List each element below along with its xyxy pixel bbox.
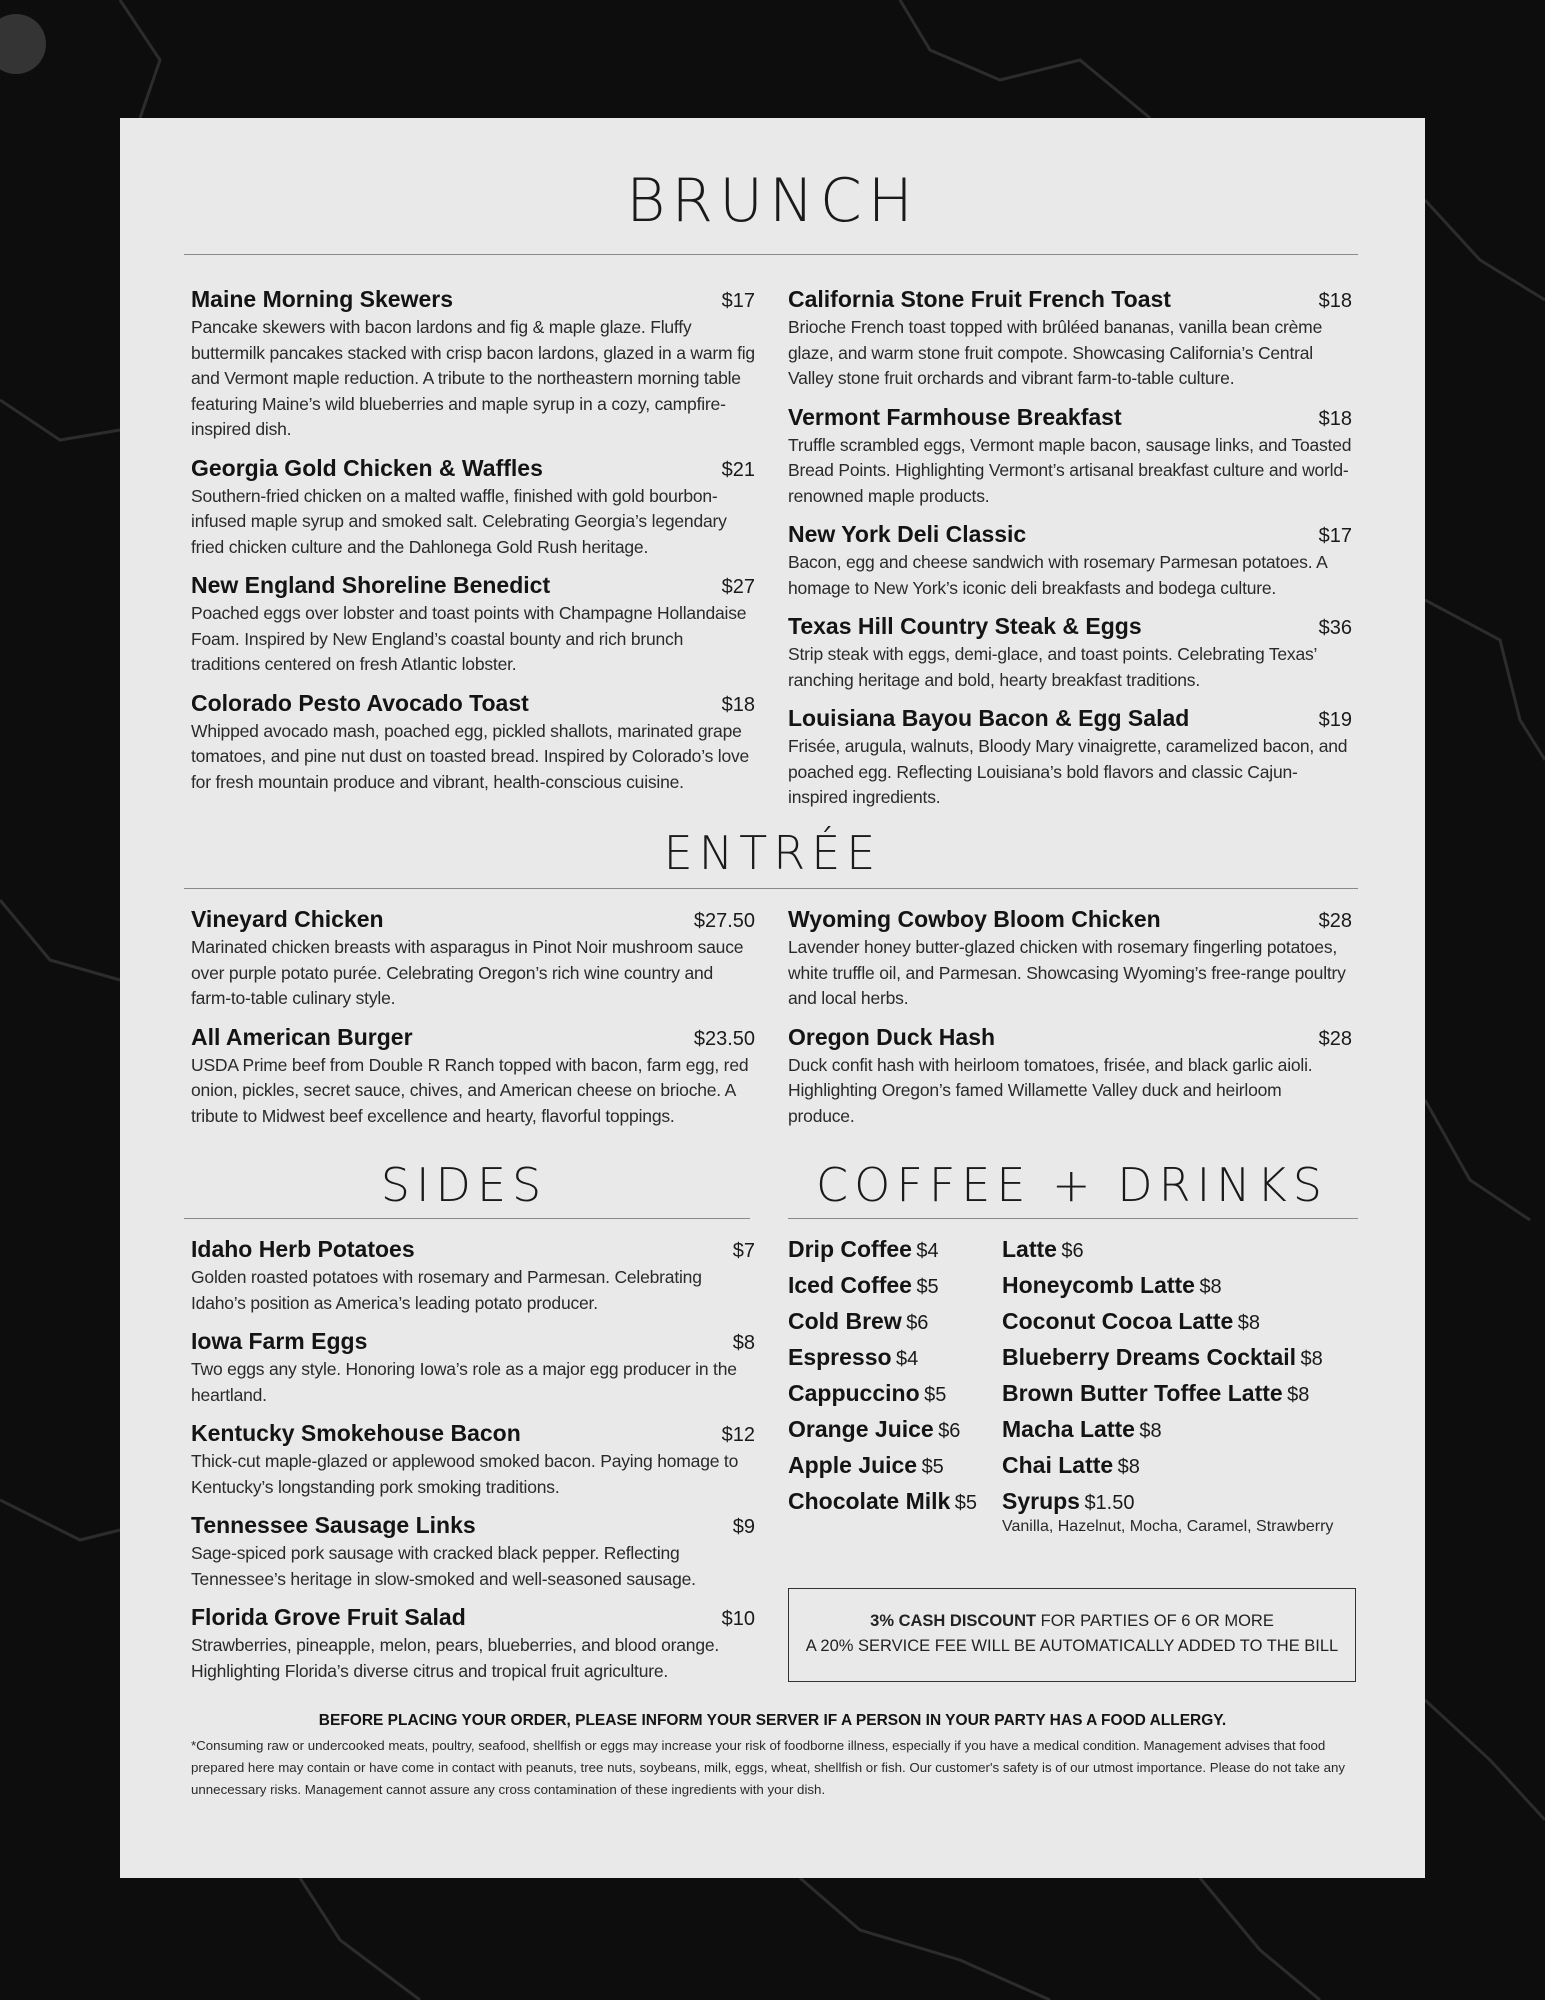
drink-item	[788, 1236, 998, 1263]
item-name: Idaho Herb Potatoes	[191, 1236, 415, 1262]
drinks-rule	[788, 1218, 1358, 1219]
drink-name: Iced Coffee	[788, 1272, 912, 1298]
item-price: $36	[1318, 617, 1352, 639]
drink-name: Espresso	[788, 1344, 892, 1370]
drink-price: $8	[1199, 1276, 1222, 1298]
drink-item	[788, 1272, 998, 1299]
item-price: $10	[721, 1608, 755, 1630]
drink-price: $4	[916, 1240, 939, 1262]
sides-title: SIDES	[380, 1158, 548, 1212]
menu-item	[191, 1236, 755, 1316]
item-price: $19	[1318, 709, 1352, 731]
sides-column	[191, 1236, 755, 1696]
drink-name: Brown Butter Toffee Latte	[1002, 1380, 1283, 1406]
drink-price: $5	[954, 1492, 978, 1514]
drinks-right-column	[1002, 1236, 1358, 1536]
sides-rule	[184, 1218, 750, 1219]
item-description: Golden roasted potatoes with rosemary and Parmesan. Celebrating Idaho’s position as America’s leading potato producer.	[191, 1267, 702, 1313]
menu-item	[788, 286, 1352, 392]
item-description: Duck confit hash with heirloom tomatoes, frisée, and black garlic aioli. Highlighting Oregon’s famed Willamette Valley duck and heirloom produce.	[788, 1054, 1313, 1126]
item-price: $27	[721, 576, 755, 598]
item-price: $7	[732, 1240, 755, 1262]
item-name: Vineyard Chicken	[191, 906, 384, 932]
drink-price: $8	[1237, 1312, 1260, 1334]
menu-item	[191, 572, 755, 678]
drink-name: Apple Juice	[788, 1452, 918, 1478]
drink-name: Coconut Cocoa Latte	[1002, 1308, 1234, 1334]
item-description: Strawberries, pineapple, melon, pears, blueberries, and blood orange. Highlighting Florida’s diverse citrus and tropical fruit agriculture.	[191, 1635, 720, 1681]
menu-item	[191, 1512, 755, 1592]
item-price: $9	[732, 1516, 755, 1538]
drink-item	[788, 1308, 998, 1335]
item-price: $28	[1318, 910, 1352, 932]
item-description: Truffle scrambled eggs, Vermont maple bacon, sausage links, and Toasted Bread Points. Highlighting Vermont’s artisanal breakfast culture and world-renowned maple products.	[788, 434, 1352, 506]
drink-price: $8	[1117, 1456, 1140, 1478]
item-price: $28	[1318, 1027, 1352, 1050]
menu-item	[191, 1024, 755, 1130]
menu-item	[191, 906, 755, 1012]
item-description: Frisée, arugula, walnuts, Bloody Mary vinaigrette, caramelized bacon, and poached egg. Reflecting Louisiana’s bold flavors and classic Cajun-inspired ingredients.	[788, 736, 1348, 807]
drink-item	[1002, 1308, 1358, 1335]
item-price: $18	[1318, 407, 1352, 430]
brunch-title: BRUNCH	[626, 166, 919, 236]
drink-item	[788, 1488, 998, 1515]
drink-price: $6	[938, 1420, 961, 1442]
menu-card	[120, 118, 1425, 1878]
item-price: $21	[721, 458, 755, 481]
drink-item	[788, 1452, 998, 1479]
item-description: Thick-cut maple-glazed or applewood smoked bacon. Paying homage to Kentucky’s longstanding pork smoking traditions.	[191, 1451, 739, 1497]
item-name: Texas Hill Country Steak & Eggs	[788, 613, 1142, 639]
drink-price: $8	[1139, 1420, 1162, 1442]
item-price: $27.50	[693, 910, 755, 932]
menu-item	[191, 286, 755, 443]
cash-discount-bold: 3% CASH DISCOUNT	[870, 1612, 1037, 1630]
menu-item	[191, 1604, 755, 1684]
item-price: $8	[732, 1332, 755, 1354]
drink-item	[1002, 1452, 1358, 1479]
syrup-flavors: Vanilla, Hazelnut, Mocha, Caramel, Strawberry	[1002, 1518, 1334, 1535]
allergy-heading: BEFORE PLACING YOUR ORDER, PLEASE INFORM YOUR SERVER IF A PERSON IN YOUR PARTY HAS A FOOD ALLERGY.	[318, 1712, 1227, 1729]
brunch-rule	[184, 254, 1358, 255]
drink-price: $1.50	[1084, 1492, 1135, 1514]
item-price: $12	[721, 1424, 755, 1446]
item-name: Iowa Farm Eggs	[191, 1328, 368, 1354]
drink-price: $5	[921, 1456, 944, 1478]
entree-right-column	[788, 906, 1352, 1141]
drink-item	[788, 1380, 998, 1407]
entree-left-column	[191, 906, 755, 1141]
drink-price: $8	[1287, 1384, 1310, 1406]
drink-item	[1002, 1488, 1358, 1515]
item-name: Kentucky Smokehouse Bacon	[191, 1420, 521, 1446]
menu-item	[788, 404, 1352, 510]
item-name: Vermont Farmhouse Breakfast	[788, 403, 1122, 430]
entree-title: ENTRÉE	[663, 826, 882, 880]
drink-price: $6	[906, 1312, 929, 1334]
item-description: USDA Prime beef from Double R Ranch topped with bacon, farm egg, red onion, pickles, secret sauce, chives, and American cheese on brioche. A tribute to Midwest beef excellence and hearty, flavorful toppings.	[191, 1054, 749, 1126]
cash-discount-line	[789, 1609, 1355, 1634]
item-name: New York Deli Classic	[788, 521, 1027, 547]
drink-name: Blueberry Dreams Cocktail	[1002, 1344, 1297, 1370]
drinks-left-column	[788, 1236, 998, 1524]
item-name: Louisiana Bayou Bacon & Egg Salad	[788, 705, 1190, 731]
item-name: Wyoming Cowboy Bloom Chicken	[788, 906, 1161, 932]
item-name: Maine Morning Skewers	[191, 286, 454, 312]
drink-name: Drip Coffee	[788, 1236, 912, 1262]
item-description: Two eggs any style. Honoring Iowa’s role as a major egg producer in the heartland.	[191, 1359, 737, 1405]
drinks-title: COFFEE + DRINKS	[816, 1158, 1328, 1212]
item-price: $18	[1318, 290, 1352, 312]
brunch-left-column	[191, 286, 755, 807]
item-name: All American Burger	[191, 1023, 413, 1050]
item-name: Oregon Duck Hash	[788, 1023, 996, 1050]
item-description: Whipped avocado mash, poached egg, pickled shallots, marinated grape tomatoes, and pine nut dust on toasted bread. Inspired by Colorado’s love for fresh mountain produce and vibrant, health-conscious cuisine.	[191, 720, 750, 792]
item-description: Sage-spiced pork sausage with cracked black pepper. Reflecting Tennessee’s heritage in slow-smoked and well-seasoned sausage.	[191, 1543, 696, 1589]
drink-item	[1002, 1236, 1358, 1263]
item-description: Lavender honey butter-glazed chicken with rosemary fingerling potatoes, white truffle oil, and Parmesan. Showcasing Wyoming’s free-range poultry and local herbs.	[788, 937, 1346, 1008]
item-description: Marinated chicken breasts with asparagus in Pinot Noir mushroom sauce over purple potato purée. Celebrating Oregon’s rich wine country and farm-to-table culinary style.	[191, 937, 744, 1008]
menu-item	[788, 1024, 1352, 1130]
drink-item	[1002, 1272, 1358, 1299]
menu-item	[191, 690, 755, 796]
item-price: $18	[721, 693, 755, 716]
drink-price: $8	[1300, 1348, 1323, 1370]
drink-item	[1002, 1380, 1358, 1407]
drink-name: Orange Juice	[788, 1416, 934, 1442]
drink-price: $5	[916, 1276, 939, 1298]
drink-name: Cold Brew	[788, 1308, 902, 1334]
item-price: $17	[721, 290, 755, 312]
drink-item	[788, 1416, 998, 1443]
item-name: New England Shoreline Benedict	[191, 572, 551, 598]
entree-rule	[184, 888, 1358, 889]
allergy-disclaimer: *Consuming raw or undercooked meats, poultry, seafood, shellfish or eggs may increase your risk of foodborne illness, especially if you have a medical condition. Management advises that food prepared here may contain or have come in contact with peanuts, tree nuts, soybeans, milk, eggs, wheat, shellfish or fish. Our customer's safety is of our utmost importance. Please do not take any unnecessary risks. Management cannot assure any cross contamination of these ingredients with your dish.	[191, 1738, 1346, 1797]
drink-name: Latte	[1002, 1236, 1057, 1262]
drink-name: Syrups	[1002, 1488, 1080, 1514]
drink-name: Honeycomb Latte	[1002, 1272, 1195, 1298]
menu-item	[788, 906, 1352, 1012]
item-name: Florida Grove Fruit Salad	[191, 1604, 466, 1630]
item-price: $23.50	[693, 1027, 755, 1050]
service-fee-line: A 20% SERVICE FEE WILL BE AUTOMATICALLY ADDED TO THE BILL	[805, 1637, 1339, 1655]
drink-price: $5	[924, 1384, 947, 1406]
drink-name: Cappuccino	[788, 1380, 920, 1406]
item-price: $17	[1318, 525, 1352, 547]
menu-item	[191, 455, 755, 561]
item-description: Pancake skewers with bacon lardons and fig & maple glaze. Fluffy buttermilk pancakes stacked with crisp bacon lardons, glazed in a warm fig and Vermont maple reduction. A tribute to the northeastern morning table featuring Maine’s wild blueberries and maple syrup in a cozy, campfire-inspired dish.	[191, 317, 755, 439]
drink-name: Chai Latte	[1002, 1452, 1114, 1478]
drink-name: Macha Latte	[1002, 1416, 1135, 1442]
item-description: Brioche French toast topped with brûléed bananas, vanilla bean crème glaze, and warm stone fruit compote. Showcasing California’s Central Valley stone fruit orchards and vibrant farm-to-table culture.	[788, 317, 1323, 388]
cash-discount-rest: FOR PARTIES OF 6 OR MORE	[1036, 1612, 1274, 1630]
drink-item	[788, 1344, 998, 1371]
item-description: Bacon, egg and cheese sandwich with rosemary Parmesan potatoes. A homage to New York’s iconic deli breakfasts and bodega culture.	[788, 552, 1327, 598]
item-name: California Stone Fruit French Toast	[788, 286, 1171, 312]
drink-item	[1002, 1344, 1358, 1371]
menu-item	[191, 1328, 755, 1408]
item-description: Strip steak with eggs, demi-glace, and toast points. Celebrating Texas’ ranching heritage and bold, hearty breakfast traditions.	[788, 644, 1317, 690]
menu-item	[788, 613, 1352, 693]
drink-price: $6	[1061, 1240, 1084, 1262]
menu-item	[191, 1420, 755, 1500]
drink-name: Chocolate Milk	[788, 1488, 951, 1514]
brunch-right-column	[788, 286, 1352, 823]
drink-price: $4	[896, 1348, 919, 1370]
service-notice-box	[788, 1588, 1356, 1682]
item-description: Poached eggs over lobster and toast points with Champagne Hollandaise Foam. Inspired by New England’s coastal bounty and rich brunch traditions centered on fresh Atlantic lobster.	[191, 603, 747, 674]
menu-item	[788, 705, 1352, 811]
item-description: Southern-fried chicken on a malted waffle, finished with gold bourbon-infused maple syrup and smoked salt. Celebrating Georgia’s legendary fried chicken culture and the Dahlonega Gold Rush heritage.	[191, 485, 727, 557]
menu-item	[788, 521, 1352, 601]
item-name: Colorado Pesto Avocado Toast	[191, 689, 529, 716]
drink-item	[1002, 1416, 1358, 1443]
item-name: Tennessee Sausage Links	[191, 1512, 476, 1538]
item-name: Georgia Gold Chicken & Waffles	[191, 454, 543, 481]
